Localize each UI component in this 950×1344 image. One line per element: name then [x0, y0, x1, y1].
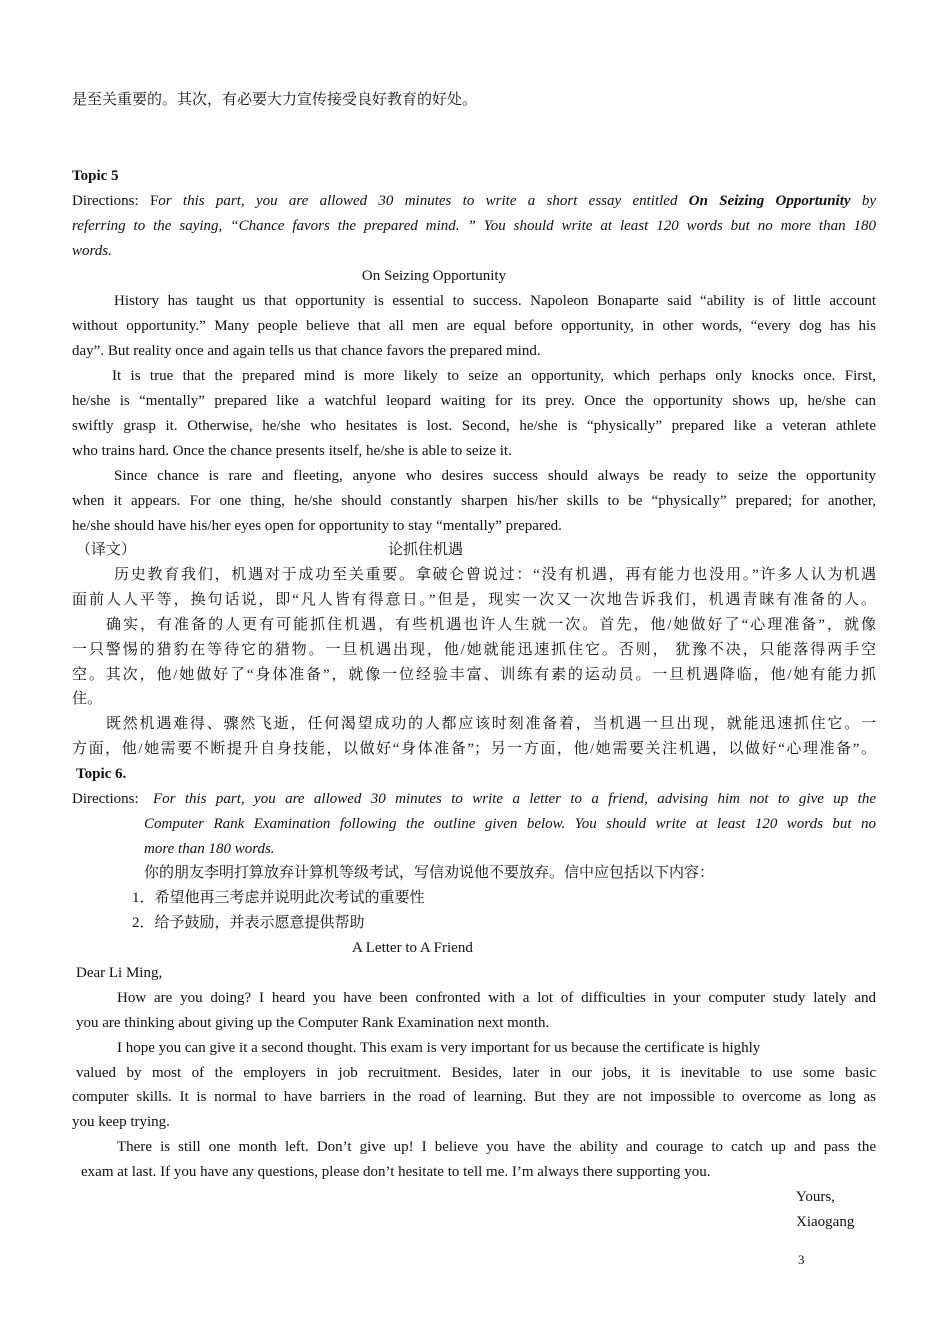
topic5-directions-line3: words. [72, 243, 112, 259]
essay-line: he/she should have his/her eyes open for opportunity to stay “mentally” prepared. [72, 518, 562, 534]
essay-line: without opportunity.” Many people believe that all men are equal before opportunity, in other words, “every dog has his [72, 318, 876, 334]
translation-label: （译文） [76, 542, 137, 558]
topic5-essay-bold-title: On Seizing Opportunity [688, 193, 851, 209]
translation-title: 论抓住机遇 [388, 542, 464, 558]
letter-line: exam at last. If you have any questions, please don’t hesitate to tell me. I’m always there supporting you. [81, 1164, 711, 1180]
essay-line: Since chance is rare and fleeting, anyone who desires success should always be ready to seize the opportunity [114, 468, 876, 484]
intro-continuation: 是至关重要的。其次，有必要大力宣传接受良好教育的好处。 [72, 92, 478, 108]
letter-line: valued by most of the employers in job recruitment. Besides, later in our jobs, it is inevitable to use some basic [76, 1065, 876, 1081]
translation-line: 确实，有准备的人更有可能抓住机遇，有些机遇也许人生就一次。首先，他/她做好了“心理准备”，就像 [106, 617, 876, 633]
translation-line: 历史教育我们，机遇对于成功至关重要。拿破仑曾说过：“没有机遇，再有能力也没用。”许多人认为机遇 [114, 567, 876, 583]
topic6-directions-label: Directions: [72, 791, 139, 807]
letter-line: you are thinking about giving up the Computer Rank Examination next month. [76, 1015, 550, 1031]
page-number: 3 [798, 1252, 805, 1267]
topic5-directions-by: by [861, 193, 877, 209]
topic5-heading: Topic 5 [72, 168, 119, 184]
letter-line: I hope you can give it a second thought. This exam is very important for us because the certificate is highly [117, 1040, 761, 1056]
topic6-directions-line2: Computer Rank Examination following the outline given below. You should write at least 120 words but no [144, 816, 876, 832]
translation-line: 空。其次，他/她做好了“身体准备”，就像一位经验丰富、训练有素的运动员。一旦机遇降临，他/她有能力抓 [72, 667, 876, 683]
topic5-directions-label: Directions: F [72, 193, 159, 209]
translation-line: 住。 [72, 691, 103, 707]
essay-line: when it appears. For one thing, he/she should constantly sharpen his/her skills to be “physically” prepared; for another, [72, 493, 876, 509]
translation-line: 面前人人平等，换句话说，即“凡人皆有得意日。”但是，现实一次又一次地告诉我们，机遇青睐有准备的人。 [72, 592, 876, 608]
letter-line: you keep trying. [72, 1114, 170, 1130]
letter-title: A Letter to A Friend [352, 940, 473, 956]
topic6-directions-line1: For this part, you are allowed 30 minutes to write a letter to a friend, advising him not to give up the [153, 791, 876, 807]
translation-line: 方面，他/她需要不断提升自身技能，以做好“身体准备”；另一方面，他/她需要关注机遇，以做好“心理准备”。 [72, 741, 876, 757]
topic5-directions-text: or this part, you are allowed 30 minutes to write a short essay entitled [158, 193, 678, 209]
topic6-heading: Topic 6. [76, 766, 127, 782]
outline-item: 1．希望他再三考虑并说明此次考试的重要性 [132, 890, 425, 906]
topic5-essay-title: On Seizing Opportunity [361, 268, 507, 284]
letter-line: There is still one month left. Don’t give up! I believe you have the ability and courage to catch up and pass the [117, 1139, 876, 1155]
topic5-directions-line2: referring to the saying, “Chance favors the prepared mind. ” You should write at least 120 words but no more than 180 [72, 218, 876, 234]
outline-item: 2．给予鼓励，并表示愿意提供帮助 [132, 915, 365, 931]
outline-intro: 你的朋友李明打算放弃计算机等级考试，写信劝说他不要放弃。信中应包括以下内容： [144, 865, 715, 881]
essay-line: day”. But reality once and again tells us that chance favors the prepared mind. [72, 343, 541, 359]
topic5-directions-line1 [72, 191, 876, 211]
topic6-directions-line3: more than 180 words. [144, 841, 275, 857]
essay-line: who trains hard. Once the chance presents itself, he/she is able to seize it. [72, 443, 512, 459]
letter-line: computer skills. It is normal to have barriers in the road of learning. But they are not impossible to overcome as long as [72, 1089, 876, 1105]
essay-line: he/she is “mentally” prepared like a watchful leopard waiting for its prey. Once the opportunity shows up, he/she can [72, 393, 876, 409]
essay-line: History has taught us that opportunity is essential to success. Napoleon Bonaparte said “ability is of little account [114, 293, 876, 309]
essay-line: swiftly grasp it. Otherwise, he/she who hesitates is lost. Second, he/she is “physically” prepared like a veteran athlete [72, 418, 876, 434]
essay-line: It is true that the prepared mind is more likely to seize an opportunity, which perhaps only knocks once. First, [112, 368, 876, 384]
letter-closing: Yours, [796, 1189, 835, 1205]
translation-line: 一只警惕的猎豹在等待它的猎物。一旦机遇出现，他/她就能迅速抓住它。否则， 犹豫不决，只能落得两手空 [72, 642, 876, 658]
letter-line: How are you doing? I heard you have been confronted with a lot of difficulties in your computer study lately and [117, 990, 876, 1006]
letter-signature: Xiaogang [796, 1214, 855, 1230]
translation-line: 既然机遇难得、骤然飞逝，任何渴望成功的人都应该时刻准备着，当机遇一旦出现，就能迅速抓住它。一 [106, 716, 876, 732]
letter-salutation: Dear Li Ming, [76, 965, 163, 981]
